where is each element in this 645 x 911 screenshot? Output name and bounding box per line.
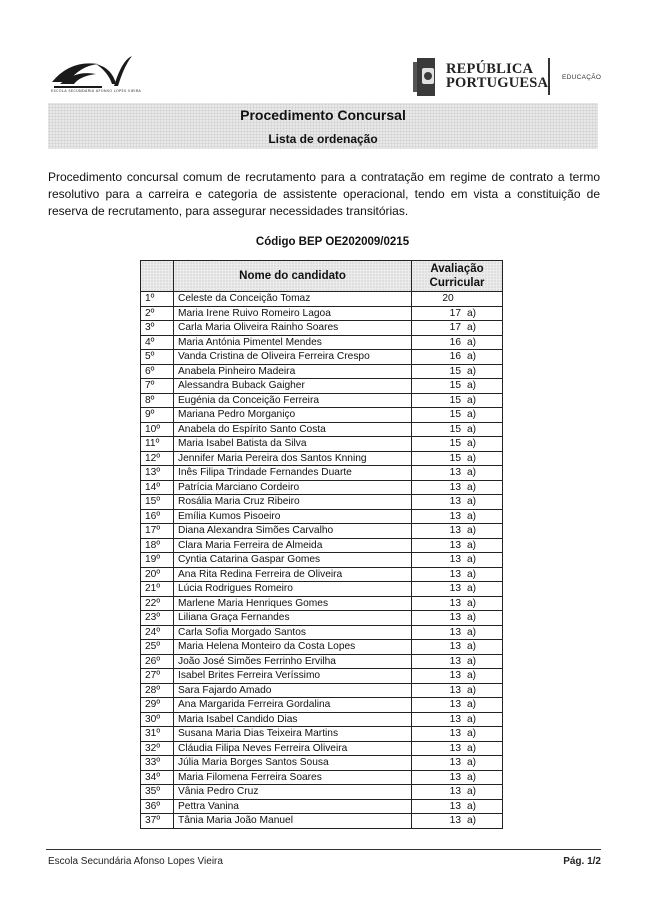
score-cell [412,625,503,640]
score-value: 13 [449,757,461,768]
rank-cell: 21º [141,582,174,597]
candidate-name-cell: João José Simões Ferrinho Ervilha [174,654,412,669]
table-row [141,785,503,800]
score-note: a) [467,670,477,681]
rank-cell: 31º [141,727,174,742]
score-cell [412,306,503,321]
table-row [141,698,503,713]
candidate-name-cell: Carla Sofia Morgado Santos [174,625,412,640]
table-row [141,509,503,524]
candidate-name-cell: Maria Helena Monteiro da Costa Lopes [174,640,412,655]
candidate-name-cell: Júlia Maria Borges Santos Sousa [174,756,412,771]
rank-cell: 9º [141,408,174,423]
candidate-name-cell: Rosália Maria Cruz Ribeiro [174,495,412,510]
rank-cell: 13º [141,466,174,481]
candidate-name-cell: Maria Antónia Pimentel Mendes [174,335,412,350]
score-cell [412,538,503,553]
candidate-name-cell: Ana Rita Redina Ferreira de Oliveira [174,567,412,582]
table-row [141,408,503,423]
score-note: a) [467,496,477,507]
score-cell [412,611,503,626]
col-score-header-line2: Curricular [429,277,485,289]
score-value: 15 [449,409,461,420]
rank-cell: 33º [141,756,174,771]
rank-cell: 14º [141,480,174,495]
table-row [141,437,503,452]
score-cell [412,814,503,829]
score-value: 13 [449,583,461,594]
score-cell [412,712,503,727]
score-value: 15 [449,452,461,464]
score-value: 13 [449,684,461,696]
page-subtitle: Lista de ordenação [268,132,378,146]
score-note: a) [467,438,477,449]
score-note: a) [467,467,477,478]
score-value: 15 [449,380,461,391]
score-cell [412,741,503,756]
score-note: a) [467,815,477,826]
table-row [141,480,503,495]
candidate-name-cell: Alessandra Buback Gaigher [174,379,412,394]
score-cell [412,596,503,611]
score-note: a) [467,409,477,420]
score-value: 13 [449,554,461,565]
score-cell [412,480,503,495]
score-cell [412,698,503,713]
table-row [141,538,503,553]
score-cell [412,654,503,669]
candidate-name-cell: Eugénia da Conceição Ferreira [174,393,412,408]
footer-page-number: Pág. 1/2 [563,856,601,867]
rank-cell: 7º [141,379,174,394]
rank-cell: 6º [141,364,174,379]
candidate-name-cell: Mariana Pedro Morganiço [174,408,412,423]
score-value: 13 [449,525,461,536]
candidate-name-cell: Susana Maria Dias Teixeira Martins [174,727,412,742]
republic-logo [413,58,608,98]
ministry-label: EDUCAÇÃO [562,74,602,81]
rank-cell: 29º [141,698,174,713]
candidate-name-cell: Jennifer Maria Pereira dos Santos Knning [174,451,412,466]
table-row [141,524,503,539]
rank-cell: 34º [141,770,174,785]
score-cell [412,451,503,466]
score-value: 13 [449,699,461,710]
republic-line1: REPÚBLICA [446,61,534,77]
score-cell [412,799,503,814]
score-cell [412,350,503,365]
score-cell [412,669,503,684]
score-note: a) [467,742,477,754]
bep-code: Código BEP OE202009/0215 [255,236,410,248]
score-cell [412,582,503,597]
score-note: a) [467,713,477,725]
score-note: a) [467,322,477,333]
score-value: 15 [449,438,461,449]
candidate-name-cell: Anabela Pinheiro Madeira [174,364,412,379]
score-note: a) [467,626,477,638]
candidate-name-cell: Lúcia Rodrigues Romeiro [174,582,412,597]
score-cell [412,437,503,452]
school-logo-caption: ESCOLA SECUNDÁRIA AFONSO LOPES VIEIRA [51,89,142,93]
score-cell [412,393,503,408]
table-row [141,495,503,510]
rank-cell: 16º [141,509,174,524]
candidate-name-cell: Patrícia Marciano Cordeiro [174,480,412,495]
candidate-name-cell: Maria Irene Ruivo Romeiro Lagoa [174,306,412,321]
score-value: 17 [449,322,461,333]
table-row [141,770,503,785]
page-title: Procedimento Concursal [240,107,406,123]
score-value: 13 [449,815,461,826]
candidate-name-cell: Vanda Cristina de Oliveira Ferreira Crespo [174,350,412,365]
score-note: a) [467,554,477,565]
candidate-name-cell: Anabela do Espírito Santo Costa [174,422,412,437]
score-value: 20 [442,293,454,304]
candidate-name-cell: Pettra Vanina [174,799,412,814]
score-cell [412,727,503,742]
col-score-header [412,261,503,292]
score-note: a) [467,583,477,594]
score-cell [412,553,503,568]
rank-cell: 25º [141,640,174,655]
score-value: 13 [449,597,461,609]
score-cell [412,567,503,582]
col-order-header [141,261,174,292]
score-value: 13 [449,481,461,493]
candidate-name-cell: Emília Kumos Pisoeiro [174,509,412,524]
score-cell [412,466,503,481]
candidate-name-cell: Sara Fajardo Amado [174,683,412,698]
score-value: 13 [449,742,461,754]
score-note: a) [467,568,477,580]
score-note: a) [467,728,477,739]
school-logo-graphic [50,52,150,92]
footer-divider [46,849,601,850]
table-row [141,741,503,756]
col-score-header-line1: Avaliação [430,263,484,275]
score-note: a) [467,307,477,319]
rank-cell: 4º [141,335,174,350]
table-row [141,727,503,742]
score-note: a) [467,684,477,696]
table-row [141,582,503,597]
rank-cell: 24º [141,625,174,640]
score-note: a) [467,786,477,797]
score-note: a) [467,641,477,652]
score-cell [412,770,503,785]
table-row [141,451,503,466]
candidate-name-cell: Celeste da Conceição Tomaz [174,292,412,307]
rank-cell: 26º [141,654,174,669]
candidate-name-cell: Maria Isabel Batista da Silva [174,437,412,452]
rank-cell: 32º [141,741,174,756]
score-value: 13 [449,800,461,812]
candidate-name-cell: Cyntia Catarina Gaspar Gomes [174,553,412,568]
rank-cell: 3º [141,321,174,336]
col-name-header: Nome do candidato [174,261,412,292]
table-row [141,567,503,582]
rank-cell: 23º [141,611,174,626]
score-note: a) [467,771,477,783]
score-note: a) [467,655,477,667]
ranking-table [140,260,503,829]
score-value: 13 [449,626,461,638]
table-row [141,683,503,698]
table-row [141,611,503,626]
table-row [141,364,503,379]
score-cell [412,292,503,307]
table-row [141,379,503,394]
table-row [141,350,503,365]
table-row [141,306,503,321]
rank-cell: 5º [141,350,174,365]
rank-cell: 37º [141,814,174,829]
republic-name [446,62,548,90]
score-note: a) [467,351,477,362]
score-value: 16 [449,351,461,362]
score-note: a) [467,539,477,551]
candidate-name-cell: Vânia Pedro Cruz [174,785,412,800]
candidate-name-cell: Carla Maria Oliveira Rainho Soares [174,321,412,336]
rank-cell: 27º [141,669,174,684]
score-note: a) [467,800,477,812]
table-row [141,393,503,408]
score-note: a) [467,380,477,391]
table-row [141,640,503,655]
score-note: a) [467,423,477,435]
candidate-name-cell: Diana Alexandra Simões Carvalho [174,524,412,539]
score-value: 13 [449,771,461,783]
score-cell [412,335,503,350]
republic-line2: PORTUGUESA [446,75,549,91]
score-value: 13 [449,786,461,797]
score-cell [412,495,503,510]
table-row [141,321,503,336]
score-cell [412,321,503,336]
table-row [141,553,503,568]
score-cell [412,640,503,655]
score-cell [412,408,503,423]
score-cell [412,422,503,437]
candidate-name-cell: Maria Filomena Ferreira Soares [174,770,412,785]
score-value: 13 [449,496,461,507]
score-note: a) [467,452,477,464]
score-note: a) [467,394,477,406]
table-row [141,292,503,307]
rank-cell: 19º [141,553,174,568]
candidate-name-cell: Ana Margarida Ferreira Gordalina [174,698,412,713]
score-value: 13 [449,728,461,739]
score-cell [412,683,503,698]
score-note: a) [467,336,477,348]
score-value: 13 [449,641,461,652]
table-row [141,799,503,814]
rank-cell: 35º [141,785,174,800]
table-row [141,596,503,611]
score-value: 13 [449,510,461,522]
candidate-name-cell: Maria Isabel Candido Dias [174,712,412,727]
table-row [141,625,503,640]
rank-cell: 28º [141,683,174,698]
score-value: 13 [449,568,461,580]
rank-cell: 12º [141,451,174,466]
score-value: 17 [449,307,461,319]
candidate-name-cell: Inês Filipa Trindade Fernandes Duarte [174,466,412,481]
rank-cell: 17º [141,524,174,539]
score-cell [412,509,503,524]
rank-cell: 8º [141,393,174,408]
score-value: 15 [449,394,461,406]
score-value: 13 [449,467,461,478]
score-cell [412,785,503,800]
table-row [141,422,503,437]
score-cell [412,756,503,771]
score-note: a) [467,612,477,623]
score-cell [412,379,503,394]
score-value: 15 [449,365,461,377]
candidate-name-cell: Clara Maria Ferreira de Almeida [174,538,412,553]
candidate-name-cell: Cláudia Filipa Neves Ferreira Oliveira [174,741,412,756]
score-note: a) [467,365,477,377]
score-value: 13 [449,655,461,667]
rank-cell: 18º [141,538,174,553]
table-row [141,712,503,727]
score-cell [412,364,503,379]
table-row [141,466,503,481]
candidate-name-cell: Marlene Maria Henriques Gomes [174,596,412,611]
rank-cell: 15º [141,495,174,510]
table-row [141,669,503,684]
crest-icon [413,58,439,96]
score-note: a) [467,757,477,768]
intro-paragraph: Procedimento concursal comum de recrutamento para a contratação em regime de contrato a termo resolutivo para a carreira e categoria de assistente operacional, tendo em vista a constituição de reserva de recrutamento, para assegurar necessidades transitórias. [48,170,600,218]
table-row [141,654,503,669]
candidate-name-cell: Tânia Maria João Manuel [174,814,412,829]
score-note: a) [467,510,477,522]
candidate-name-cell: Liliana Graça Fernandes [174,611,412,626]
rank-cell: 22º [141,596,174,611]
table-row [141,814,503,829]
rank-cell: 1º [141,292,174,307]
header-divider [548,58,550,95]
rank-cell: 2º [141,306,174,321]
score-value: 15 [449,423,461,435]
score-note: a) [467,525,477,536]
table-row [141,335,503,350]
table-header-row [141,261,503,292]
score-note: a) [467,597,477,609]
score-value: 13 [449,612,461,623]
score-value: 13 [449,539,461,551]
footer-school: Escola Secundária Afonso Lopes Vieira [48,856,223,867]
rank-cell: 36º [141,799,174,814]
score-note: a) [467,699,477,710]
score-cell [412,524,503,539]
score-value: 16 [449,336,461,348]
rank-cell: 10º [141,422,174,437]
candidate-name-cell: Isabel Brites Ferreira Veríssimo [174,669,412,684]
score-value: 13 [449,670,461,681]
score-note: a) [467,481,477,493]
rank-cell: 20º [141,567,174,582]
score-value: 13 [449,713,461,725]
rank-cell: 11º [141,437,174,452]
table-row [141,756,503,771]
title-band [48,103,598,149]
rank-cell: 30º [141,712,174,727]
